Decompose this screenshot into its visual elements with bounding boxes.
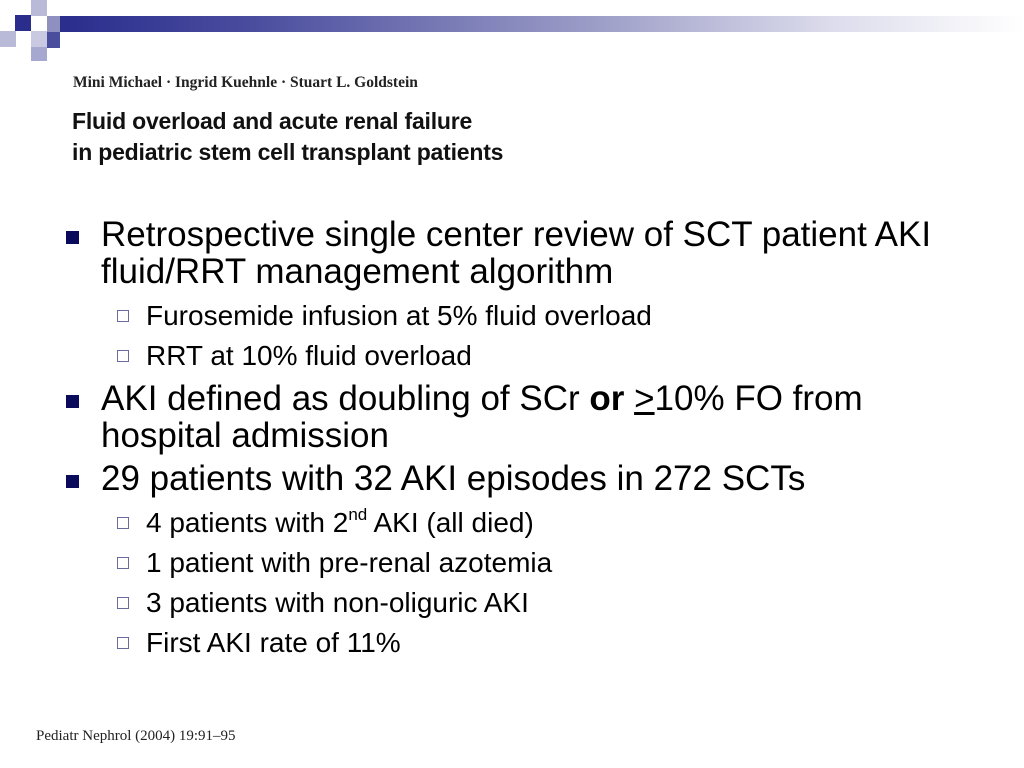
- sub-bullet-text: 3 patients with non-oliguric AKI: [146, 587, 529, 618]
- sub-bullet-text: Furosemide infusion at 5% fluid overload: [146, 300, 652, 331]
- paper-title-line-1: Fluid overload and acute renal failure: [72, 108, 473, 134]
- header-gradient-band: [60, 16, 1024, 32]
- bullet-patients-text: 29 patients with 32 AKI episodes in 272 SCTs: [101, 459, 806, 498]
- bullet-aki-definition: [63, 380, 963, 454]
- sub-bullet-rrt: [63, 336, 963, 376]
- aki-def-part2: 10% FO from hospital admission: [101, 379, 863, 455]
- aki-def-bold-or: or: [589, 379, 625, 418]
- aki-def-part1: AKI defined as doubling of SCr: [101, 379, 590, 418]
- corner-square-light-2: [0, 31, 16, 47]
- corner-square-dark-1: [15, 15, 31, 31]
- second-aki-sup: nd: [348, 504, 368, 524]
- sub-bullet-aki-rate: [63, 623, 963, 663]
- hollow-square-bullet-icon: [117, 350, 129, 362]
- square-bullet-icon: [66, 231, 79, 244]
- square-bullet-icon: [66, 475, 79, 488]
- paper-title-line-2: in pediatric stem cell transplant patients: [72, 139, 504, 165]
- hollow-square-bullet-icon: [117, 310, 129, 322]
- sub-bullet-furosemide: [63, 296, 963, 336]
- hollow-square-bullet-icon: [117, 597, 129, 609]
- sub-bullet-second-aki: [63, 503, 963, 543]
- aki-def-space: [624, 379, 634, 418]
- hollow-square-bullet-icon: [117, 557, 129, 569]
- bullet-review-text: Retrospective single center review of SCT patient AKI fluid/RRT management algorithm: [101, 215, 932, 291]
- corner-square-dark-2: [47, 32, 60, 48]
- bullet-list: [63, 216, 963, 663]
- sub-bullet-non-oliguric: [63, 583, 963, 623]
- paper-title: [72, 106, 503, 168]
- second-aki-post: AKI (all died): [367, 507, 534, 538]
- corner-square-light-4: [31, 47, 47, 61]
- sub-bullet-text: 1 patient with pre-renal azotemia: [146, 547, 553, 578]
- corner-square-light-3: [31, 31, 47, 47]
- paper-authors: Mini Michael · Ingrid Kuehnle · Stuart L. Goldstein: [73, 74, 418, 91]
- aki-def-underlined-gt: >: [634, 379, 655, 418]
- sub-bullet-text: First AKI rate of 11%: [146, 627, 401, 658]
- hollow-square-bullet-icon: [117, 517, 129, 529]
- bullet-review: [63, 216, 963, 290]
- sub-bullet-text: RRT at 10% fluid overload: [146, 340, 472, 371]
- sub-bullet-pre-renal: [63, 543, 963, 583]
- corner-square-light-1: [31, 0, 47, 16]
- citation: Pediatr Nephrol (2004) 19:91–95: [36, 728, 236, 744]
- square-bullet-icon: [66, 395, 79, 408]
- second-aki-pre: 4 patients with 2: [146, 507, 349, 538]
- hollow-square-bullet-icon: [117, 637, 129, 649]
- corner-square-mid-1: [47, 16, 60, 32]
- bullet-patients: [63, 460, 963, 497]
